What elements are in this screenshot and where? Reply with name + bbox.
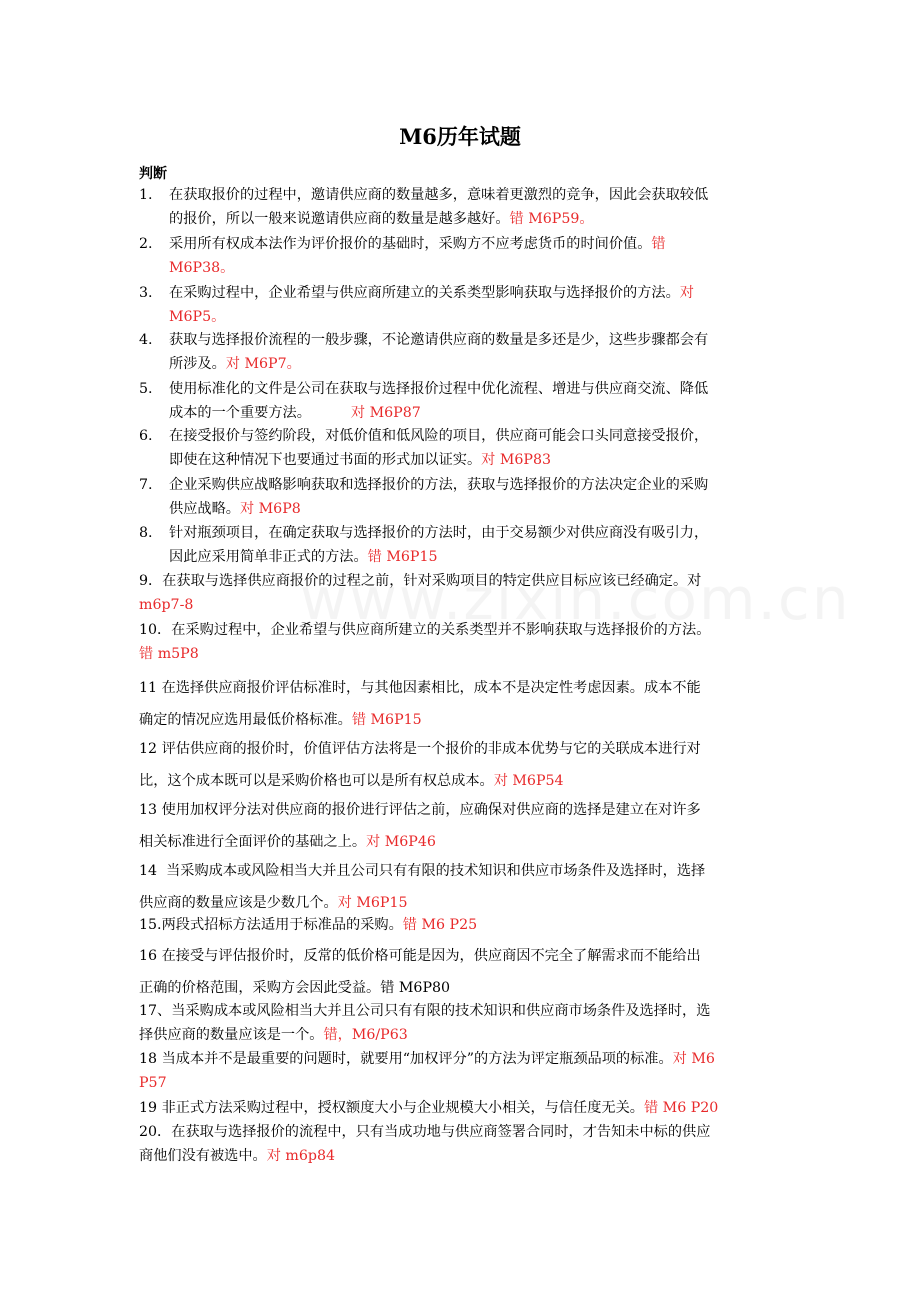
question-2: [139, 232, 781, 280]
question-number: 5.: [139, 381, 153, 397]
question-line: 相关标准进行全面评价的基础之上。: [139, 834, 367, 850]
question-number: 12: [139, 741, 158, 757]
answer: 错: [651, 236, 666, 252]
question-11: [139, 672, 781, 736]
question-number: 13: [139, 802, 158, 818]
question-line: 商他们没有被选中。: [139, 1148, 267, 1164]
question-14: [139, 855, 781, 919]
question-7: [139, 473, 781, 521]
question-line: 的报价，所以一般来说邀请供应商的数量是越多越好。: [169, 211, 510, 227]
question-5: [139, 377, 781, 425]
question-number: 20．: [139, 1124, 172, 1140]
question-number: 17、: [139, 1003, 172, 1019]
question-12: [139, 733, 781, 797]
question-line: 在采购过程中，企业希望与供应商所建立的关系类型并不影响获取与选择报价的方法。: [171, 622, 711, 638]
question-line: 采用所有权成本法作为评价报价的基础时，采购方不应考虑货币的时间价值。: [169, 236, 652, 252]
question-line: 在接受报价与签约阶段，对低价值和低风险的项目，供应商可能会口头同意接受报价，: [169, 428, 709, 444]
answer: 错 M6 P20: [643, 1100, 719, 1116]
question-number: 3.: [139, 285, 153, 301]
question-line: 成本的一个重要方法。: [169, 405, 311, 421]
question-13: [139, 794, 781, 858]
answer: 对 M6P54: [493, 773, 564, 789]
question-number: 8.: [139, 525, 153, 541]
question-6: [139, 424, 781, 472]
question-19: [139, 1096, 781, 1120]
question-line: 使用标准化的文件是公司在获取与选择报价过程中优化流程、增进与供应商交流、降低: [169, 381, 709, 397]
answer: 对 M6: [672, 1051, 715, 1067]
question-line: 当采购成本或风险相当大并且公司只有有限的技术知识和供应商市场条件及选择时，选: [171, 1003, 711, 1019]
question-line: 当采购成本或风险相当大并且公司只有有限的技术知识和供应市场条件及选择时，选择: [166, 863, 706, 879]
question-line: 在获取报价的过程中，邀请供应商的数量越多，意味着更激烈的竞争，因此会获取较低: [169, 187, 709, 203]
question-3: [139, 281, 781, 329]
question-number: 19: [139, 1100, 158, 1116]
section-heading: 判断: [139, 166, 167, 182]
answer: 错 m5P8: [139, 646, 199, 662]
question-number: 1.: [139, 187, 153, 203]
page-title: M6历年试题: [399, 124, 521, 149]
answer: 对 M6P87: [350, 405, 421, 421]
answer: 错 M6 P25: [402, 917, 478, 933]
question-number: 10．: [139, 622, 172, 638]
question-4: [139, 328, 781, 376]
question-line: 获取与选择报价流程的一般步骤，不论邀请供应商的数量是多还是少，这些步骤都会有: [169, 332, 709, 348]
question-line: 在接受与评估报价时，反常的低价格可能是因为，供应商因不完全了解需求而不能给出: [161, 948, 701, 964]
question-line: 在选择供应商报价评估标准时，与其他因素相比，成本不是决定性考虑因素。成本不能: [161, 680, 701, 696]
question-16: [139, 940, 781, 1004]
question-line: 评估供应商的报价时，价值评估方法将是一个报价的非成本优势与它的关联成本进行对: [161, 741, 701, 757]
question-line: 在获取与选择报价的流程中，只有当成功地与供应商签署合同时，才告知未中标的供应: [171, 1124, 711, 1140]
question-line: 比，这个成本既可以是采购价格也可以是所有权总成本。: [139, 773, 494, 789]
answer-ref: P57: [139, 1075, 167, 1091]
question-9: [139, 569, 781, 617]
answer-ref: M6P5。: [169, 309, 226, 325]
question-number: 16: [139, 948, 158, 964]
answer: 错 M6P80: [380, 980, 451, 996]
answer: 对 M6P46: [366, 834, 436, 850]
question-line: 当成本并不是最重要的问题时，就要用“加权评分”的方法为评定瓶颈品项的标准。: [161, 1051, 673, 1067]
question-number: 11: [139, 680, 158, 696]
question-17: [139, 999, 781, 1047]
question-10: [139, 618, 781, 666]
answer: 对 M6P15: [337, 895, 408, 911]
question-20: [139, 1120, 781, 1168]
answer: 对 m6p84: [266, 1148, 336, 1164]
question-number: 14: [139, 863, 158, 879]
question-line: 使用加权评分法对供应商的报价进行评估之前，应确保对供应商的选择是建立在对许多: [161, 802, 701, 818]
answer: 对 M6P7。: [225, 356, 301, 372]
question-1: [139, 183, 781, 231]
question-8: [139, 521, 781, 569]
question-number: 7.: [139, 477, 153, 493]
question-number: 4.: [139, 332, 153, 348]
question-line: 所涉及。: [169, 356, 226, 372]
answer: 错 M6P15: [351, 712, 422, 728]
answer: 错，M6/P63: [323, 1027, 408, 1043]
question-number: 2.: [139, 236, 153, 252]
answer: 对: [679, 285, 694, 301]
question-line: 非正式方法采购过程中，授权额度大小与企业规模大小相关，与信任度无关。: [161, 1100, 644, 1116]
question-number: 18: [139, 1051, 158, 1067]
question-line: 因此应采用简单非正式的方法。: [169, 549, 368, 565]
question-line: 企业采购供应战略影响获取和选择报价的方法，获取与选择报价的方法决定企业的采购: [169, 477, 709, 493]
question-number: 15.: [139, 917, 162, 933]
answer: 对 M6P8: [239, 501, 301, 517]
question-line: 即使在这种情况下也要通过书面的形式加以证实。: [169, 452, 482, 468]
question-line: 两段式招标方法适用于标准品的采购。: [161, 917, 403, 933]
answer: 对 M6P83: [481, 452, 551, 468]
question-line: 供应战略。: [169, 501, 240, 517]
question-18: [139, 1047, 781, 1095]
question-line: 正确的价格范围，采购方会因此受益。: [139, 980, 381, 996]
answer: m6p7-8: [139, 597, 194, 613]
question-line: 确定的情况应选用最低价格标准。: [139, 712, 352, 728]
answer-ref: M6P38。: [169, 260, 235, 276]
answer: 错 M6P15: [367, 549, 438, 565]
question-line: 在采购过程中，企业希望与供应商所建立的关系类型影响获取与选择报价的方法。: [169, 285, 680, 301]
question-line: 择供应商的数量应该是一个。: [139, 1027, 324, 1043]
question-15: [139, 913, 781, 937]
answer: 错 M6P59。: [509, 211, 594, 227]
question-line: 在获取与选择供应商报价的过程之前，针对采购项目的特定供应目标应该已经确定。对: [162, 573, 702, 589]
question-number: 6.: [139, 428, 153, 444]
question-line: 供应商的数量应该是少数几个。: [139, 895, 338, 911]
question-number: 9．: [139, 573, 163, 589]
question-line: 针对瓶颈项目，在确定获取与选择报价的方法时，由于交易额少对供应商没有吸引力，: [169, 525, 709, 541]
